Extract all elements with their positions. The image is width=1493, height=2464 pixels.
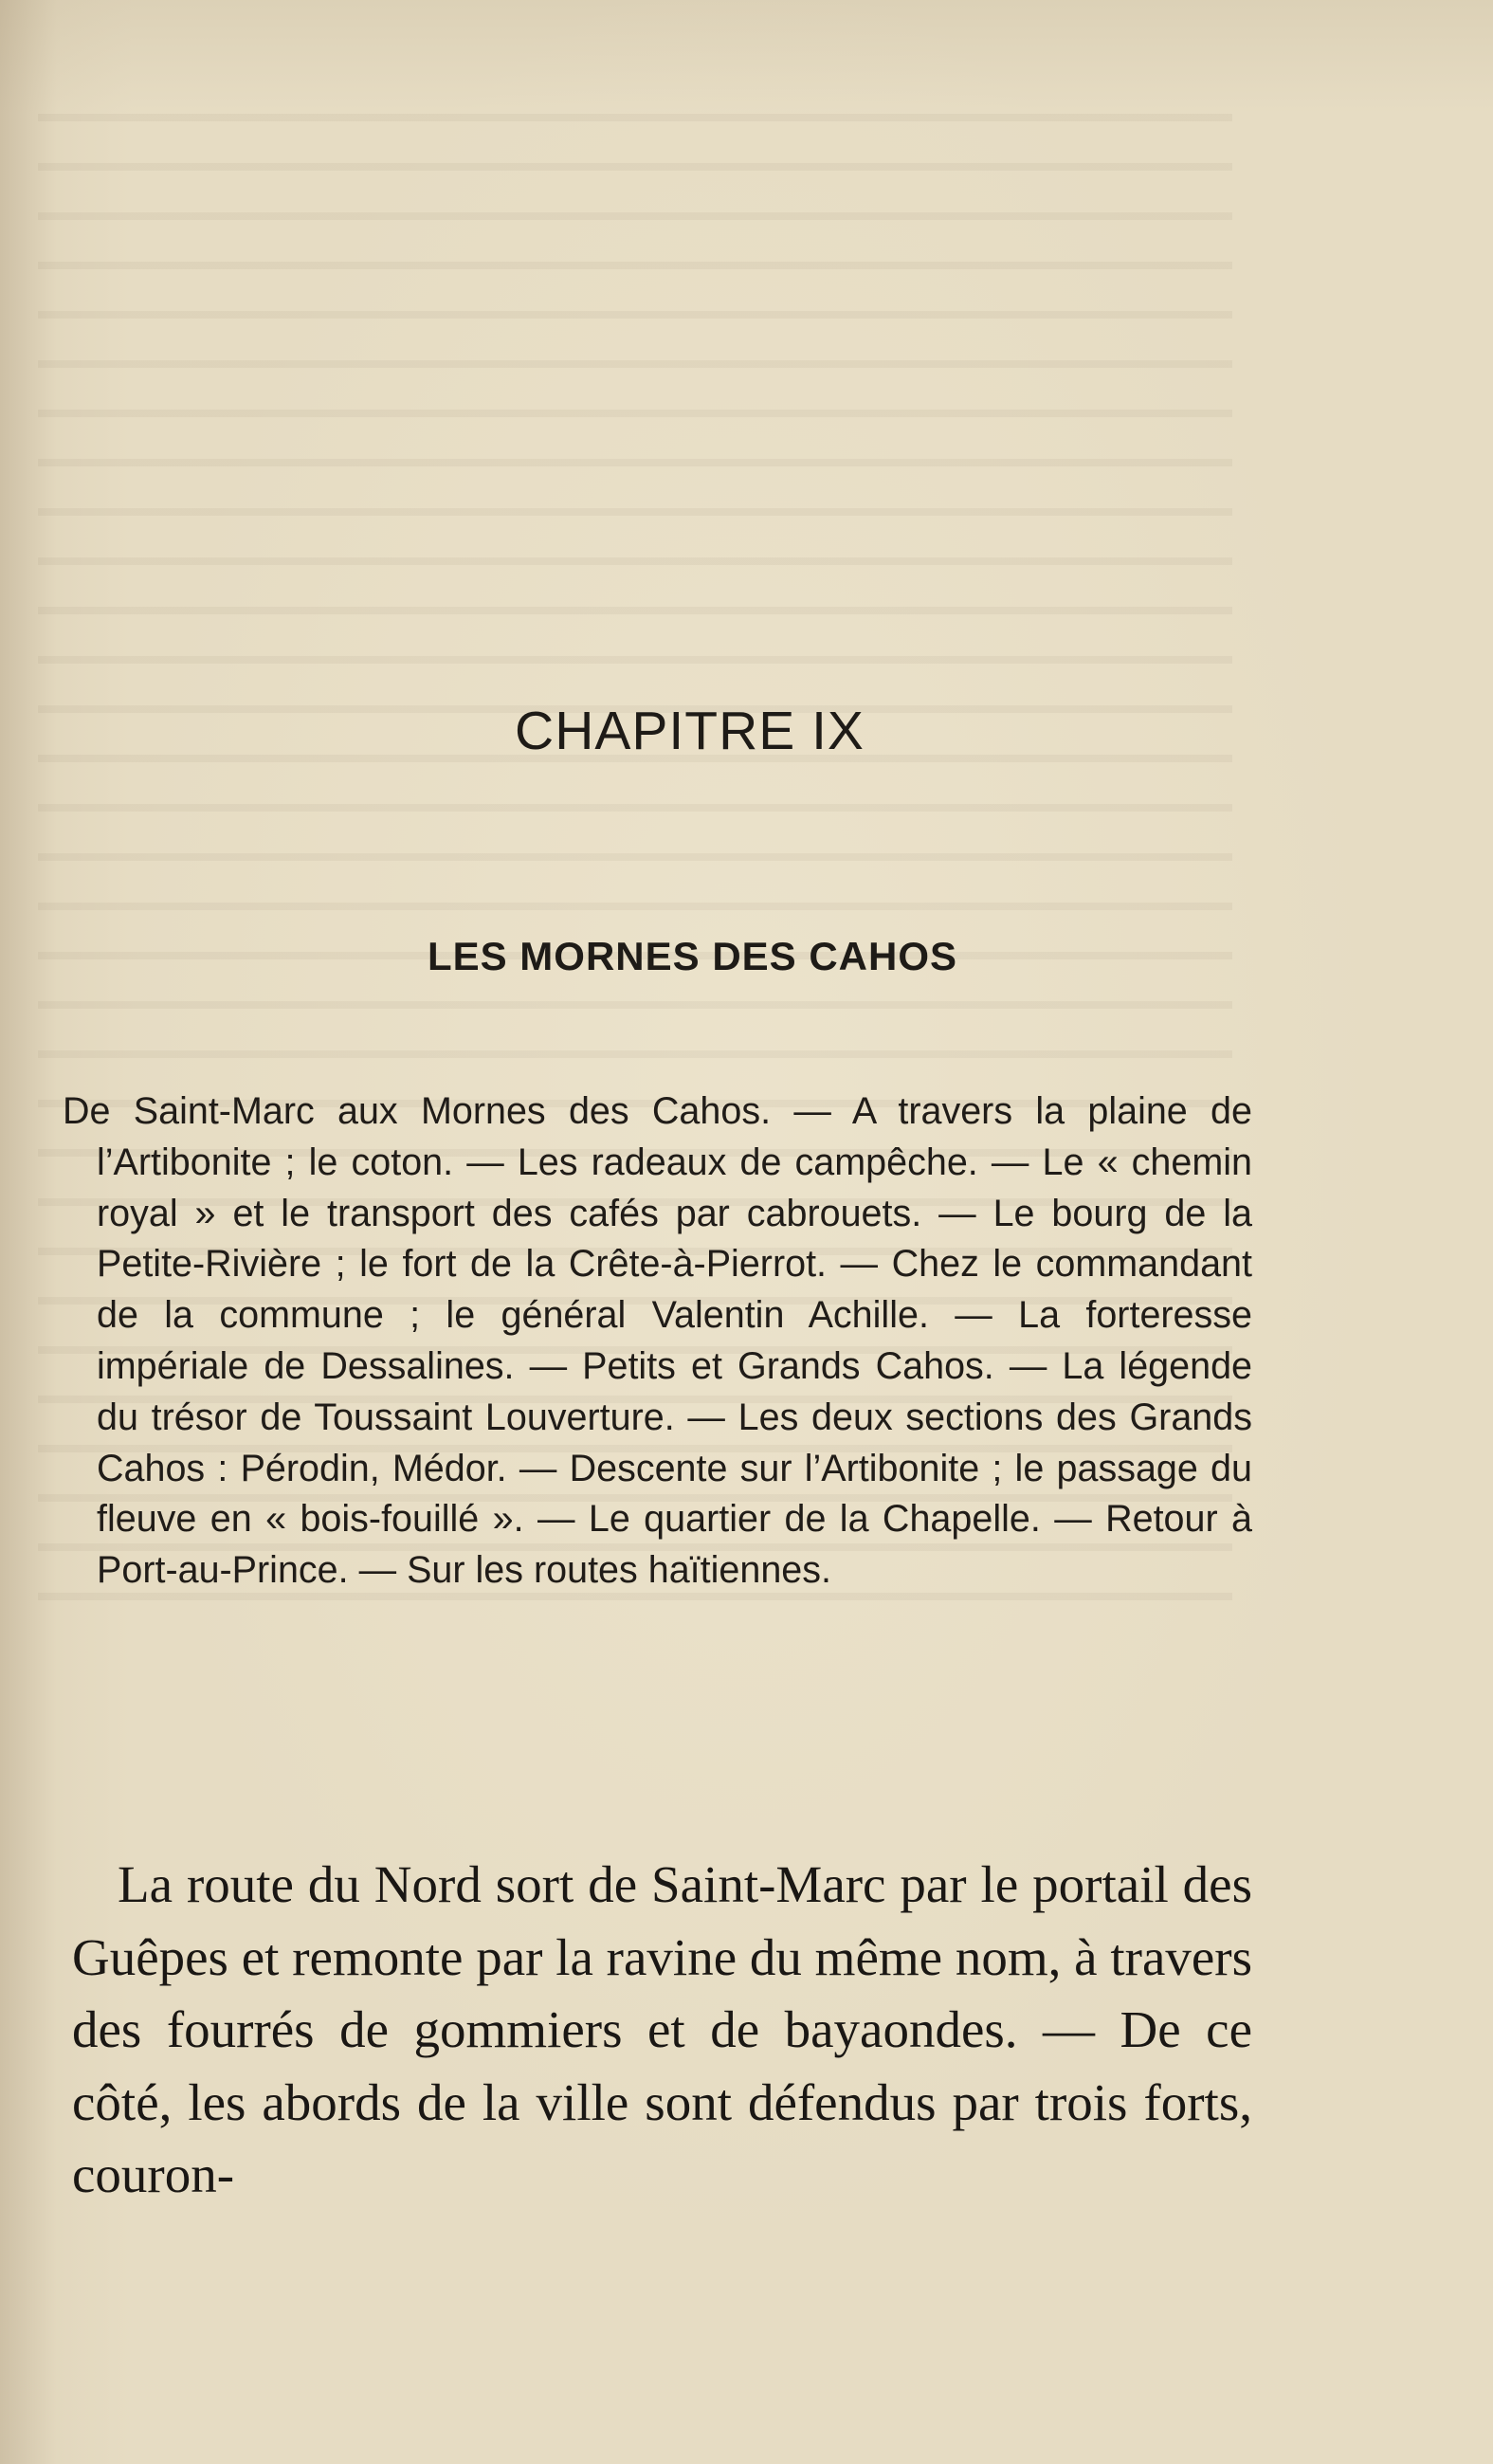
body-paragraph: La route du Nord sort de Saint-Marc par le portail des Guêpes et remonte par la ravine du même nom, à travers des fourrés de gommiers et de bayaondes. — De ce côté, les abords de la ville sont défendus par trois forts, couron- (72, 1855, 1252, 2203)
chapter-number: CHAPITRE IX (515, 701, 865, 761)
chapter-title: LES MORNES DES CAHOS (427, 934, 958, 978)
chapter-summary: De Saint-Marc aux Mornes des Cahos. — A travers la plaine de l’Artibonite ; le coton. — Les radeaux de campêche. — Le « chemin royal » et le transport des cafés par cabrouets. — Le bourg de la Petite-Rivière ; le fort de la Crête-à-Pierrot. — Chez le commandant de la commune ; le général Valentin Achille. — La forteresse impériale de Dessalines. — Petits et Grands Cahos. — La légende du trésor de Toussaint Louverture. — Les deux sections des Grands Cahos : Pérodin, Médor. — Descente sur l’Artibonite ; le passage du fleuve en « bois-fouillé ». — Le quartier de la Chapelle. — Retour à Port-au-Prince. — Sur les routes haïtiennes. (63, 1090, 1252, 1592)
